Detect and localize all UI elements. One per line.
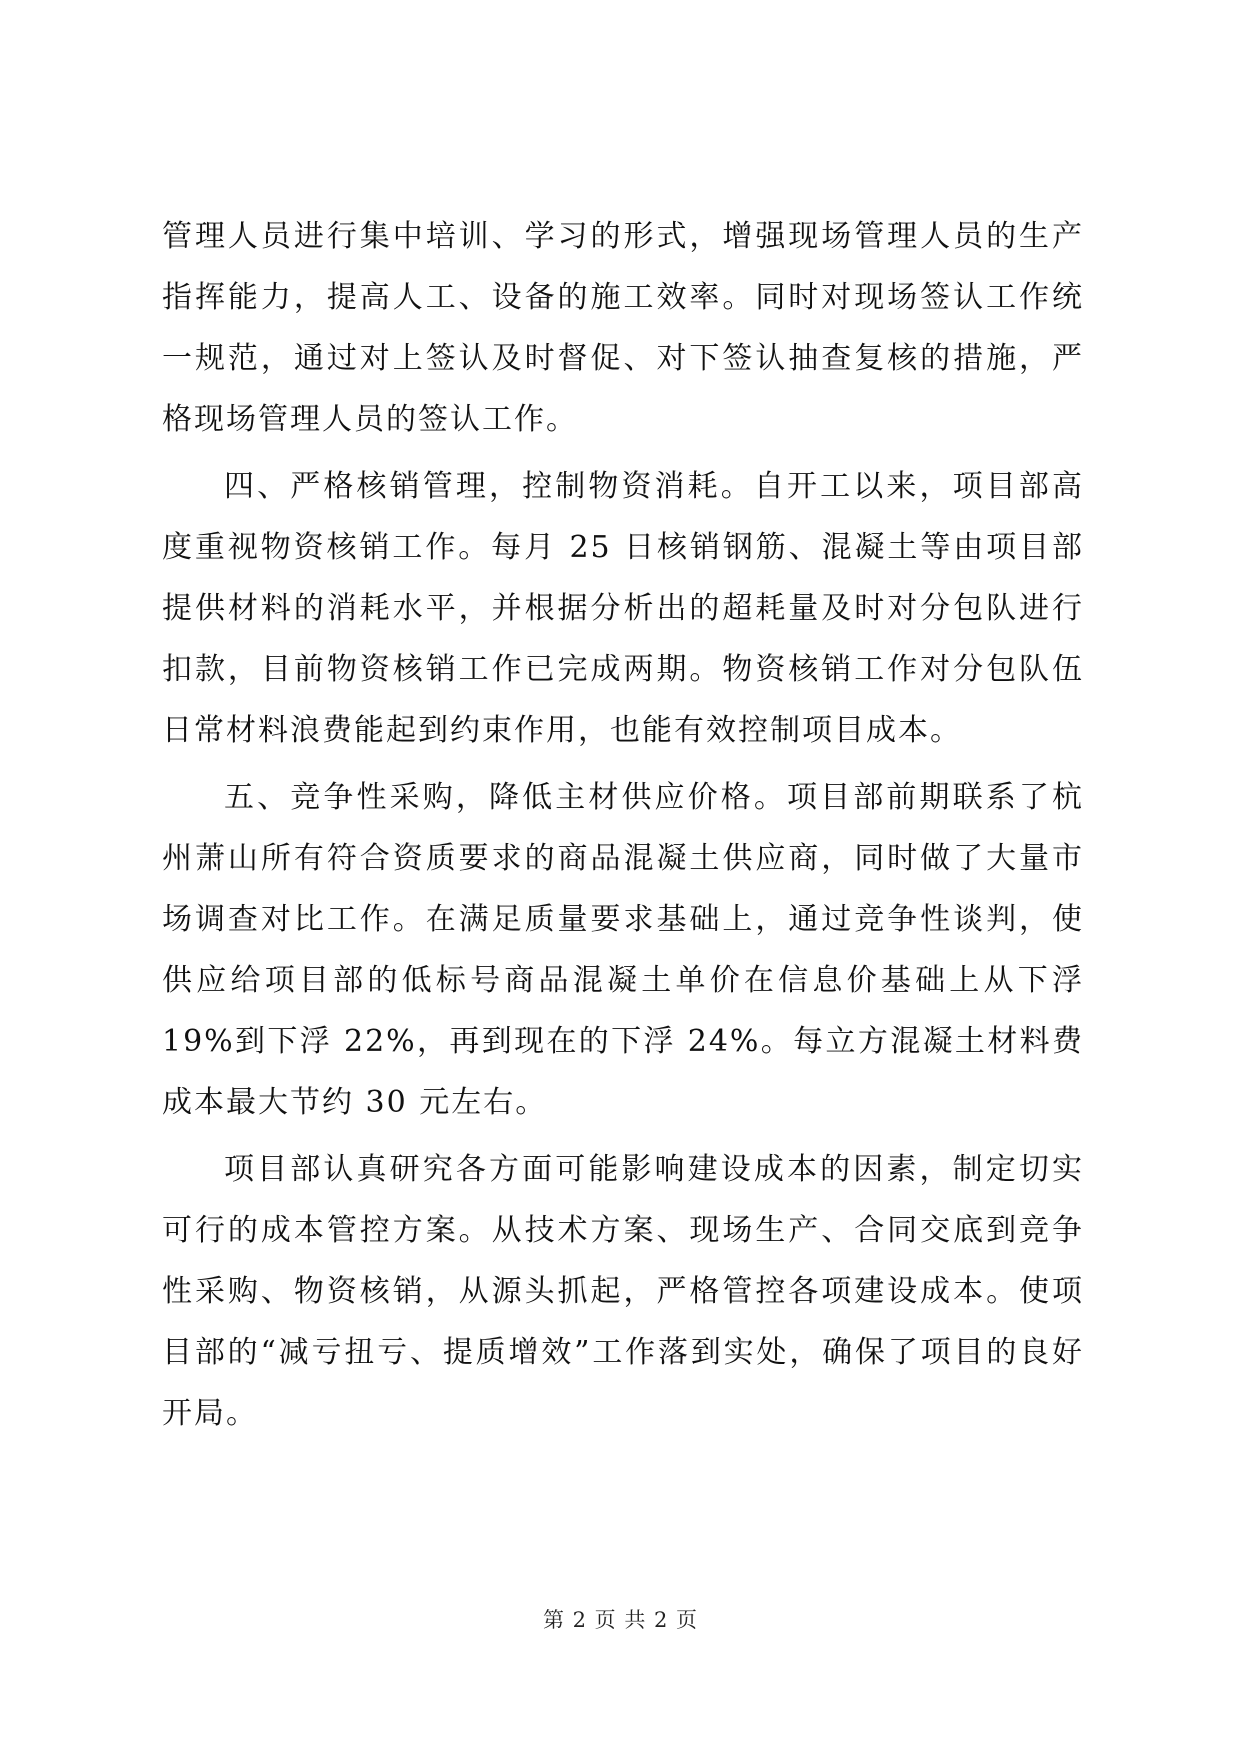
document-body [162, 206, 1084, 1444]
paragraph-conclusion: 项目部认真研究各方面可能影响建设成本的因素，制定切实可行的成本管控方案。从技术方案、现场生产、合同交底到竞争性采购、物资核销，从源头抓起，严格管控各项建设成本。使项目部的“减亏扭亏、提质增效”工作落到实处，确保了项目的良好开局。 [162, 1152, 1084, 1431]
paragraph-material-writeoff: 四、严格核销管理，控制物资消耗。自开工以来，项目部高度重视物资核销工作。每月 25 日核销钢筋、混凝土等由项目部提供材料的消耗水平，并根据分析出的超耗量及时对分包队进行扣款，目前物资核销工作已完成两期。物资核销工作对分包队伍日常材料浪费能起到约束作用，也能有效控制项目成本。 [162, 469, 1084, 748]
paragraph-competitive-procurement: 五、竞争性采购，降低主材供应价格。项目部前期联系了杭州萧山所有符合资质要求的商品混凝土供应商，同时做了大量市场调查对比工作。在满足质量要求基础上，通过竞争性谈判，使供应给项目部的低标号商品混凝土单价在信息价基础上从下浮 19%到下浮 22%，再到现在的下浮 24%。每立方混凝土材料费成本最大节约 30 元左右。 [162, 780, 1084, 1120]
page-number-footer: 第 2 页 共 2 页 [542, 1608, 699, 1632]
paragraph-training: 管理人员进行集中培训、学习的形式，增强现场管理人员的生产指挥能力，提高人工、设备的施工效率。同时对现场签认工作统一规范，通过对上签认及时督促、对下签认抽查复核的措施，严格现场管理人员的签认工作。 [162, 219, 1084, 437]
